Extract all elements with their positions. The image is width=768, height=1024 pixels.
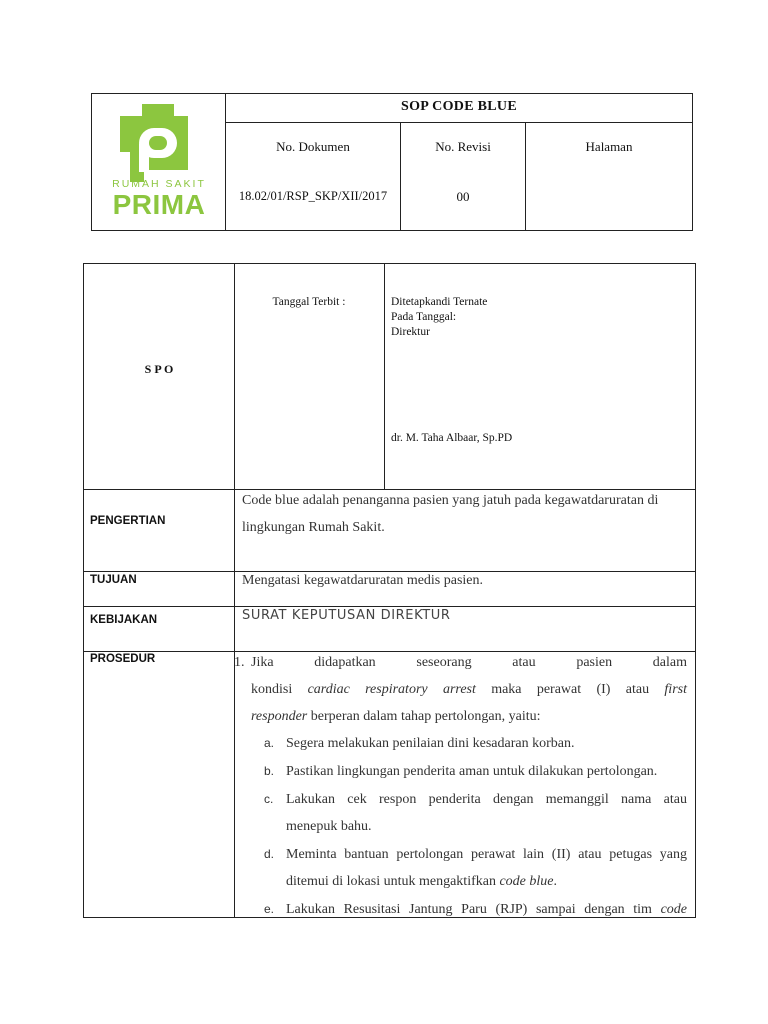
hospital-logo xyxy=(92,94,226,230)
page-label: Halaman xyxy=(585,139,633,154)
subitem-text: Pastikan lingkungan penderita aman untuk dilakukan pertolongan. xyxy=(286,764,658,779)
document-title: SOP CODE BLUE xyxy=(401,99,517,114)
subitem-text: ditemui di lokasi untuk mengaktifkan code blue. xyxy=(286,874,557,889)
revision-value: 00 xyxy=(456,189,470,204)
subitem-letter: e. xyxy=(264,902,275,916)
pengertian-line-2: lingkungan Rumah Sakit. xyxy=(242,520,385,535)
sop-main-table xyxy=(83,263,696,918)
direktur-text: Direktur xyxy=(391,326,430,338)
logo-text-prima: PRIMA xyxy=(112,189,206,220)
subitem-text: Lakukan cek respon penderita dengan memanggil nama atau xyxy=(286,792,687,807)
tanggal-terbit-label: Tanggal Terbit : xyxy=(272,296,346,308)
subitem-c xyxy=(234,786,687,841)
subitem-text: menepuk bahu. xyxy=(286,819,372,834)
subitem-letter: a. xyxy=(264,736,275,750)
subitem-text: Segera melakukan penilaian dini kesadaran korban. xyxy=(286,736,575,751)
kebijakan-text: SURAT KEPUTUSAN DIREKTUR xyxy=(242,608,451,623)
item-number: 1. xyxy=(234,655,245,670)
subitem-text: Meminta bantuan pertolongan perawat lain (II) atau petugas yang xyxy=(286,847,687,862)
pada-tanggal-text: Pada Tanggal: xyxy=(391,311,457,323)
kebijakan-label: KEBIJAKAN xyxy=(90,614,158,626)
subitem-a xyxy=(234,730,687,758)
tujuan-label: TUJUAN xyxy=(90,574,137,586)
ditetapkan-text: Ditetapkandi Ternate xyxy=(391,296,488,308)
document-header-table xyxy=(91,93,693,231)
prosedur-content xyxy=(234,649,687,924)
subitem-e xyxy=(234,896,687,924)
subitem-d xyxy=(234,841,687,896)
spo-label: S P O xyxy=(144,362,174,376)
prima-cross-logo-icon xyxy=(92,94,226,184)
pengertian-line-1: Code blue adalah penanganna pasien yang jatuh pada kegawatdaruratan di xyxy=(242,493,659,508)
item-1-line-3: responder berperan dalam tahap pertolongan, yaitu: xyxy=(251,709,541,724)
doc-number-value: 18.02/01/RSP_SKP/XII/2017 xyxy=(238,189,388,203)
tujuan-text: Mengatasi kegawatdaruratan medis pasien. xyxy=(242,573,484,588)
subitem-letter: c. xyxy=(264,792,274,806)
revision-label: No. Revisi xyxy=(435,139,491,154)
item-1-line-2: kondisi cardiac respiratory arrest maka perawat (I) atau first xyxy=(251,682,687,697)
prosedur-item-1 xyxy=(234,649,687,730)
doc-number-label: No. Dokumen xyxy=(276,139,350,154)
item-1-line-1: Jika didapatkan seseorang atau pasien dalam xyxy=(251,655,687,670)
logo-text-rumah-sakit: RUMAH SAKIT xyxy=(112,178,206,190)
subitem-b xyxy=(234,758,687,786)
signatory-name: dr. M. Taha Albaar, Sp.PD xyxy=(391,432,513,444)
pengertian-text xyxy=(242,487,687,541)
prosedur-label: PROSEDUR xyxy=(90,653,156,665)
pengertian-label: PENGERTIAN xyxy=(90,515,166,527)
subitem-text: Lakukan Resusitasi Jantung Paru (RJP) sampai dengan tim code xyxy=(286,902,687,917)
subitem-letter: b. xyxy=(264,764,275,778)
subitem-letter: d. xyxy=(264,847,275,861)
